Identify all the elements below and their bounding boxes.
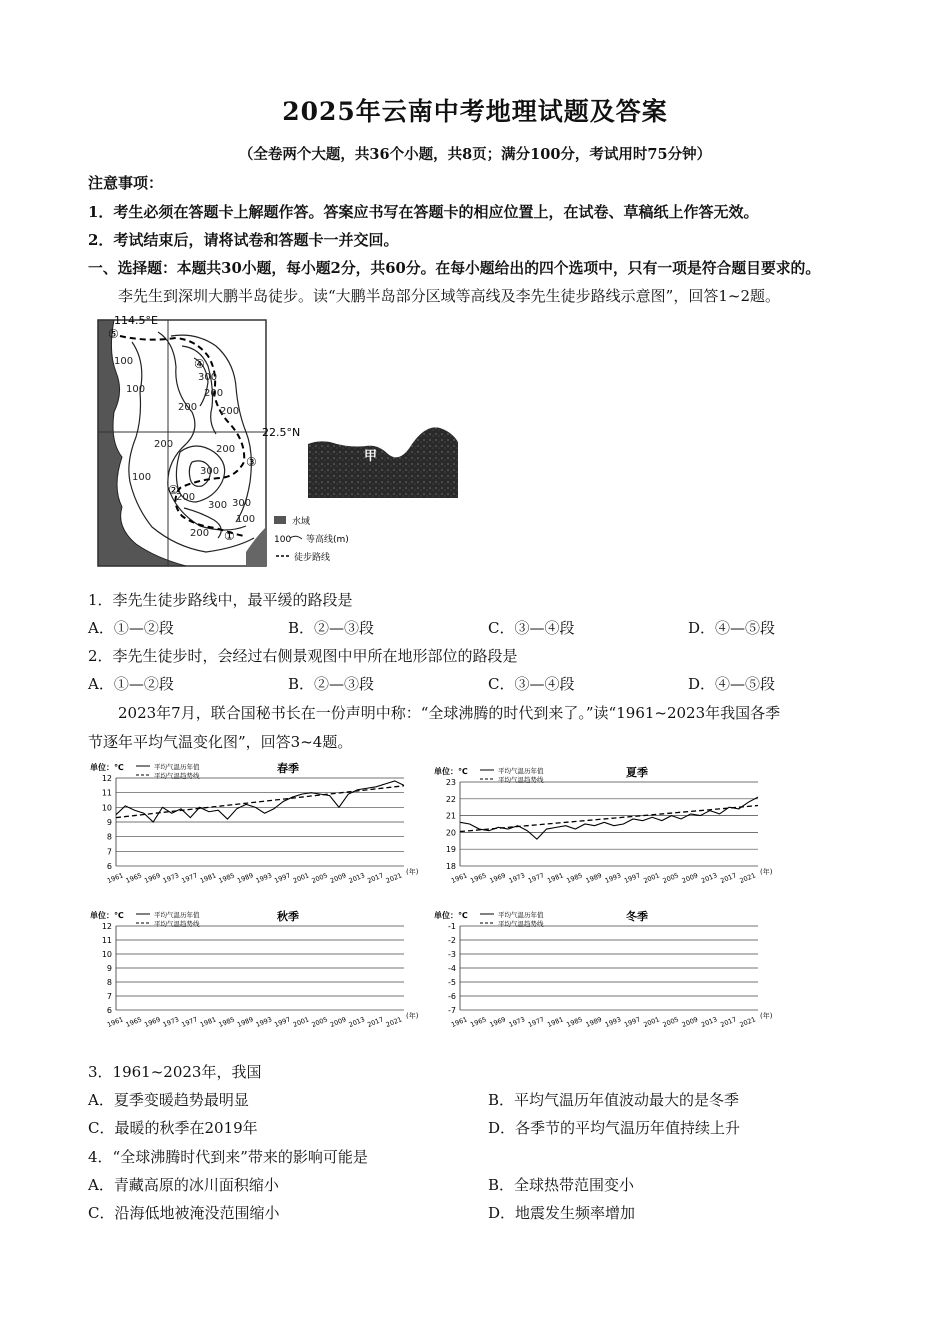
y-tick-label: 18	[445, 862, 456, 871]
x-tick-label: 1985	[217, 1015, 236, 1029]
point-5: ⑤	[108, 327, 119, 341]
x-tick-label: 1969	[143, 1015, 162, 1029]
legend-water-swatch	[274, 516, 286, 524]
y-tick-label: 6	[106, 862, 112, 871]
contour-label: 300	[198, 372, 218, 383]
x-tick-label: 1965	[124, 1015, 144, 1029]
q3-option-b[interactable]: B．平均气温历年值波动最大的是冬季	[488, 1091, 740, 1109]
lon-label: 114.5°E	[114, 314, 158, 327]
x-tick-label: 1997	[273, 871, 292, 885]
y-tick-label: -7	[448, 1006, 456, 1015]
q3-option-d[interactable]: D．各季节的平均气温历年值持续上升	[488, 1119, 741, 1137]
x-tick-label: 1997	[623, 1015, 642, 1029]
point-1: ①	[224, 529, 235, 543]
x-tick-label: 2021	[738, 871, 757, 885]
x-tick-label: 1997	[273, 1015, 292, 1029]
legend-contour-num: 100	[274, 535, 292, 545]
contour-label: 100	[114, 356, 134, 367]
legend-actual: 平均气温历年值	[154, 763, 200, 771]
x-tick-label: 1965	[469, 1015, 488, 1029]
y-tick-label: 7	[106, 847, 112, 857]
q3-stem: 3．1961~2023年，我国	[88, 1063, 262, 1081]
y-tick-label: 8	[106, 978, 112, 987]
contour-label: 300	[232, 498, 252, 509]
y-tick-label: 22	[445, 794, 456, 804]
q3-option-c[interactable]: C．最暖的秋季在2019年	[88, 1119, 258, 1137]
y-tick-label: 7	[106, 992, 112, 1001]
x-tick-label: 1993	[603, 1015, 623, 1029]
x-tick-label: 2013	[347, 1015, 366, 1029]
contour-label: 200	[176, 492, 196, 503]
page-subtitle: （全卷两个大题，共36个小题，共8页；满分100分，考试用时75分钟）	[238, 146, 712, 163]
unit-label: 单位：℃	[434, 767, 468, 776]
contour-label: 300	[208, 500, 228, 511]
x-tick-label: 1985	[565, 871, 584, 885]
x-tick-label: 2001	[642, 1015, 661, 1029]
y-tick-label: 6	[106, 1006, 112, 1015]
x-unit-label: (年)	[406, 868, 419, 876]
intro-2-line-2: 节逐年平均气温变化图”，回答3~4题。	[88, 733, 353, 751]
notice-item-1: 1．考生必须在答题卡上解题作答。答案应书写在答题卡的相应位置上，在试卷、草稿纸上作答无效。	[88, 203, 759, 221]
x-tick-label: 1965	[469, 871, 488, 885]
contour-label: 200	[190, 528, 210, 539]
x-tick-label: 2021	[384, 1015, 404, 1029]
x-tick-label: 2017	[719, 871, 738, 885]
x-tick-label: 2009	[329, 1015, 348, 1029]
chart-winter	[434, 908, 774, 1032]
q4-stem: 4．“全球沸腾时代到来”带来的影响可能是	[88, 1148, 368, 1166]
legend-actual: 平均气温历年值	[498, 911, 544, 919]
x-tick-label: 2005	[310, 1015, 329, 1029]
x-tick-label: 2005	[661, 1015, 680, 1029]
y-tick-label: -1	[448, 922, 456, 931]
y-tick-label: 9	[106, 964, 112, 973]
y-tick-label: 9	[106, 818, 112, 827]
q3-option-a[interactable]: A．夏季变暖趋势最明显	[88, 1091, 249, 1109]
x-unit-label: (年)	[406, 1012, 419, 1020]
contour-label: 200	[154, 439, 174, 450]
legend-trend: 平均气温趋势线	[154, 920, 200, 928]
x-unit-label: (年)	[760, 1012, 773, 1020]
q2-option-b[interactable]: B．②—③段	[288, 675, 375, 693]
legend-actual: 平均气温历年值	[154, 911, 200, 919]
x-tick-label: 2021	[738, 1015, 757, 1029]
x-tick-label: 1973	[161, 1015, 181, 1029]
x-tick-label: 1969	[488, 1015, 507, 1029]
notice-item-2: 2．考试结束后，请将试卷和答题卡一并交回。	[88, 231, 399, 249]
x-tick-label: 1985	[565, 1015, 584, 1029]
q2-option-c[interactable]: C．③—④段	[488, 675, 575, 693]
point-3: ③	[246, 455, 257, 469]
x-tick-label: 2009	[329, 871, 348, 885]
y-tick-label: 20	[445, 828, 456, 838]
contour-label: 200	[216, 444, 236, 455]
x-tick-label: 2013	[347, 871, 366, 885]
section-heading: 一、选择题：本题共30小题，每小题2分，共60分。在每小题给出的四个选项中，只有一项是符合题目要求的。	[88, 260, 821, 277]
x-tick-label: 1993	[603, 871, 623, 885]
x-tick-label: 1961	[106, 1015, 125, 1029]
x-tick-label: 1969	[143, 871, 162, 885]
legend-actual: 平均气温历年值	[498, 767, 544, 775]
contour-label: 300	[200, 466, 220, 477]
chart-title: 秋季	[277, 910, 299, 923]
q4-option-c[interactable]: C．沿海低地被淹没范围缩小	[88, 1204, 280, 1222]
q1-option-b[interactable]: B．②—③段	[288, 619, 375, 637]
x-tick-label: 2009	[680, 871, 700, 885]
y-tick-label: -3	[448, 950, 456, 959]
contour-label: 100	[126, 384, 146, 395]
q1-option-a[interactable]: A．①—②段	[88, 619, 174, 637]
q2-stem: 2．李先生徒步时，会经过右侧景观图中甲所在地形部位的路段是	[88, 647, 518, 665]
x-tick-label: 1977	[180, 871, 199, 885]
x-tick-label: 2017	[719, 1015, 738, 1029]
q4-option-b[interactable]: B．全球热带范围变小	[488, 1176, 635, 1194]
x-tick-label: 2001	[642, 871, 661, 885]
y-tick-label: -4	[448, 964, 456, 973]
legend-trend: 平均气温趋势线	[498, 920, 544, 928]
q1-stem: 1．李先生徒步路线中，最平缓的路段是	[88, 591, 353, 609]
x-tick-label: 1973	[507, 1015, 527, 1029]
x-tick-label: 1973	[161, 871, 181, 885]
x-tick-label: 1985	[217, 871, 236, 885]
intro-1: 李先生到深圳大鹏半岛徒步。读“大鹏半岛部分区域等高线及李先生徒步路线示意图”，回答1~2题。	[118, 287, 780, 305]
q4-option-d[interactable]: D．地震发生频率增加	[488, 1204, 636, 1222]
x-tick-label: 2013	[700, 871, 719, 885]
x-tick-label: 2017	[366, 871, 385, 885]
q2-option-d[interactable]: D．④—⑤段	[688, 675, 776, 693]
x-tick-label: 1977	[180, 1015, 199, 1029]
x-tick-label: 2001	[291, 1015, 311, 1029]
lat-label: 22.5°N	[262, 426, 301, 439]
x-tick-label: 1981	[546, 871, 565, 885]
y-tick-label: -2	[448, 936, 456, 945]
chart-title: 冬季	[626, 910, 648, 923]
contour-label: 200	[178, 402, 198, 413]
x-tick-label: 2001	[291, 871, 311, 885]
y-tick-label: 8	[106, 832, 112, 842]
x-tick-label: 1981	[198, 1015, 218, 1029]
legend-contour: 等高线(m)	[306, 535, 349, 545]
x-tick-label: 2005	[310, 871, 329, 885]
x-tick-label: 1989	[236, 871, 255, 885]
q1-option-c[interactable]: C．③—④段	[488, 619, 575, 637]
contour-label: 100	[236, 514, 256, 525]
x-tick-label: 1961	[450, 871, 469, 885]
point-2: ②	[168, 483, 179, 497]
x-tick-label: 1981	[198, 871, 218, 885]
x-tick-label: 1993	[254, 871, 274, 885]
chart-autumn	[90, 908, 420, 1032]
intro-2-line-1: 2023年7月，联合国秘书长在一份声明中称：“全球沸腾的时代到来了。”读“1961~2023年我国各季	[118, 704, 781, 722]
chart-title: 夏季	[626, 766, 648, 779]
legend-trend: 平均气温趋势线	[498, 776, 544, 784]
y-tick-label: 10	[101, 803, 112, 813]
x-tick-label: 1989	[584, 1015, 604, 1029]
x-tick-label: 1989	[236, 1015, 255, 1029]
unit-label: 单位：℃	[434, 911, 468, 920]
series-actual-line	[460, 797, 758, 839]
x-tick-label: 2021	[384, 871, 404, 885]
x-tick-label: 2009	[680, 1015, 700, 1029]
y-tick-label: 21	[445, 811, 456, 821]
x-tick-label: 1977	[526, 871, 546, 885]
page-title: 2025年云南中考地理试题及答案	[282, 97, 668, 126]
x-unit-label: (年)	[760, 868, 773, 876]
contour-label: 200	[204, 388, 224, 399]
y-tick-label: 12	[101, 774, 112, 783]
q1-option-d[interactable]: D．④—⑤段	[688, 619, 776, 637]
y-tick-label: -6	[448, 992, 456, 1001]
x-tick-label: 1961	[450, 1015, 469, 1029]
legend-route: 徒步路线	[294, 553, 331, 563]
y-tick-label: 12	[101, 922, 112, 931]
unit-label: 单位：℃	[90, 763, 124, 772]
x-tick-label: 1997	[623, 871, 642, 885]
x-tick-label: 1969	[488, 871, 507, 885]
x-tick-label: 1981	[546, 1015, 565, 1029]
y-tick-label: -5	[448, 978, 456, 987]
contour-label: 100	[132, 472, 152, 483]
x-tick-label: 1977	[526, 1015, 546, 1029]
notice-heading: 注意事项：	[88, 174, 164, 192]
x-tick-label: 1961	[106, 871, 125, 885]
legend-water: 水域	[292, 517, 311, 527]
q2-option-a[interactable]: A．①—②段	[88, 675, 174, 693]
x-tick-label: 2017	[366, 1015, 385, 1029]
x-tick-label: 1973	[507, 871, 527, 885]
chart-summer	[434, 764, 774, 888]
unit-label: 单位：℃	[90, 911, 124, 920]
landscape-photo	[308, 414, 458, 498]
y-tick-label: 19	[445, 845, 456, 855]
legend-trend: 平均气温趋势线	[154, 772, 200, 780]
x-tick-label: 2005	[661, 871, 680, 885]
x-tick-label: 2013	[700, 1015, 719, 1029]
q4-option-a[interactable]: A．青藏高原的冰川面积缩小	[88, 1176, 279, 1194]
x-tick-label: 1989	[584, 871, 604, 885]
legend-contour-swatch	[290, 536, 302, 539]
y-tick-label: 23	[445, 778, 456, 787]
series-trend-line	[116, 786, 404, 818]
x-tick-label: 1993	[254, 1015, 274, 1029]
chart-title: 春季	[277, 762, 299, 775]
y-tick-label: 11	[101, 788, 112, 798]
chart-spring	[90, 760, 420, 888]
point-4: ④	[194, 357, 205, 371]
y-tick-label: 11	[101, 936, 112, 945]
contour-label: 200	[220, 406, 240, 417]
y-tick-label: 10	[101, 950, 112, 959]
series-trend-line	[460, 806, 758, 832]
x-tick-label: 1965	[124, 871, 144, 885]
jia-label: 甲	[364, 449, 378, 464]
